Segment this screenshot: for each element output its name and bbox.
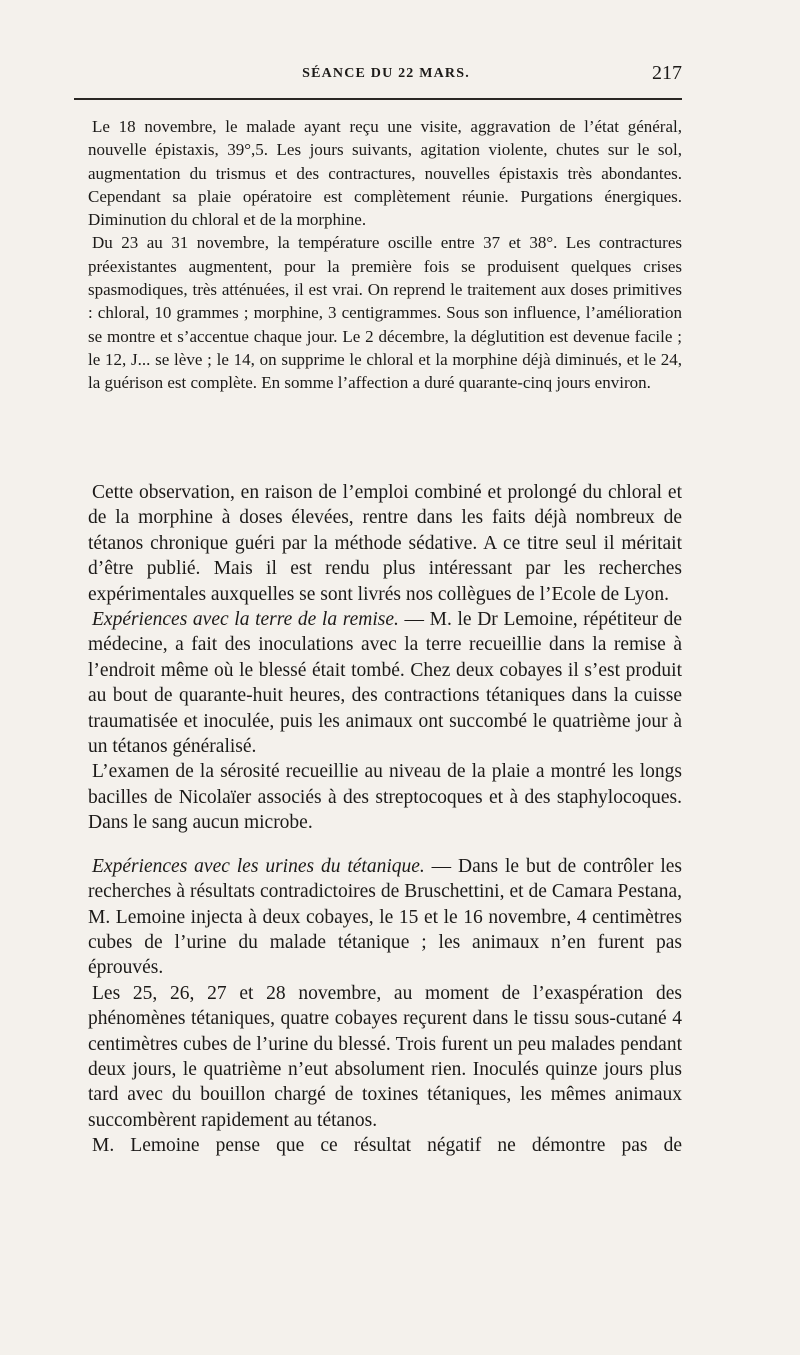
running-title: SÉANCE DU 22 MARS. (302, 66, 470, 81)
section-title-urine: Expériences avec les urines du tétanique. (92, 855, 425, 877)
header-rule (74, 98, 682, 100)
section-title-soil: Expériences avec la terre de la remise. (92, 609, 399, 631)
main-text (88, 480, 682, 1159)
page-number: 217 (652, 62, 682, 84)
soil-experiments-text: — M. le Dr Lemoine, répétiteur de médecine, a fait des inoculations avec la terre recueillie dans la remise à l’endroit même où le blessé était tombé. Chez deux cobayes il s’est produit au bout de quarante-huit heures, des contractions tétaniques dans la cuisse traumatisée et inoculée, puis les animaux ont succombé le quatrième jour à un tétanos généralisé. (88, 609, 683, 758)
urine-experiments-text: — Dans le but de contrôler les recherches à résultats contradictoires de Bruschettini, et de Camara Pestana, M. Lemoine injecta à deux cobayes, le 15 et le 16 novembre, 4 centimètres cubes de l’urine du malade tétanique ; les animaux n’en furent pas éprouvés. (88, 855, 682, 979)
case-note-paragraph: Le 18 novembre, le malade ayant reçu une visite, aggravation de l’état général, nouvelle épistaxis, 39°,5. Les jours suivants, agitation violente, chutes sur le sol, augmentation du trismus et des contractures, nouvelles épistaxis très abondantes. Cependant sa plaie opératoire est complètement réunie. Purgations énergiques. Diminution du chloral et de la morphine. (88, 117, 682, 230)
paragraph-serosity: L’examen de la sérosité recueillie au niveau de la plaie a montré les longs bacilles de Nicolaïer associés à des streptocoques et à des staphylocoques. Dans le sang aucun microbe. (88, 761, 682, 834)
case-notes (88, 115, 682, 395)
paragraph-soil-experiments (88, 607, 682, 759)
paragraph-urine-experiments (88, 854, 682, 981)
case-note-paragraph: Du 23 au 31 novembre, la température oscille entre 37 et 38°. Les contractures préexistantes augmentent, pour la première fois se produisent quelques crises spasmodiques, très atténuées, il est vrai. On reprend le traitement aux doses primitives : chloral, 10 grammes ; morphine, 3 centigrammes. Sous son influence, l’amélioration se montre et s’accentue chaque jour. Le 2 décembre, la déglutition est devenue facile ; le 12, J... se lève ; le 14, on supprime le chloral et la morphine déjà diminués, et le 24, la guérison est complète. En somme l’affection a duré quarante-cinq jours environ. (88, 233, 682, 393)
paragraph-guinea-pigs: Les 25, 26, 27 et 28 novembre, au moment de l’exaspération des phénomènes tétaniques, quatre cobayes reçurent dans le tissu sous-cutané 4 centimètres cubes de l’urine du blessé. Trois furent un peu malades pendant deux jours, le quatrième n’eut absolument rien. Inoculés quinze jours plus tard avec du bouillon chargé de toxines tétaniques, les mêmes animaux succombèrent rapidement au tétanos. (88, 982, 682, 1131)
running-head (88, 62, 684, 86)
paragraph-observation: Cette observation, en raison de l’emploi combiné et prolongé du chloral et de la morphine à doses élevées, rentre dans les faits déjà nombreux de tétanos chronique guéri par la méthode sédative. A ce titre seul il méritait d’être publié. Mais il est rendu plus intéressant par les recherches expérimentales auxquelles se sont livrés nos collègues de l’Ecole de Lyon. (88, 482, 682, 605)
paragraph-conclusion: M. Lemoine pense que ce résultat négatif ne démontre pas de (92, 1135, 682, 1157)
